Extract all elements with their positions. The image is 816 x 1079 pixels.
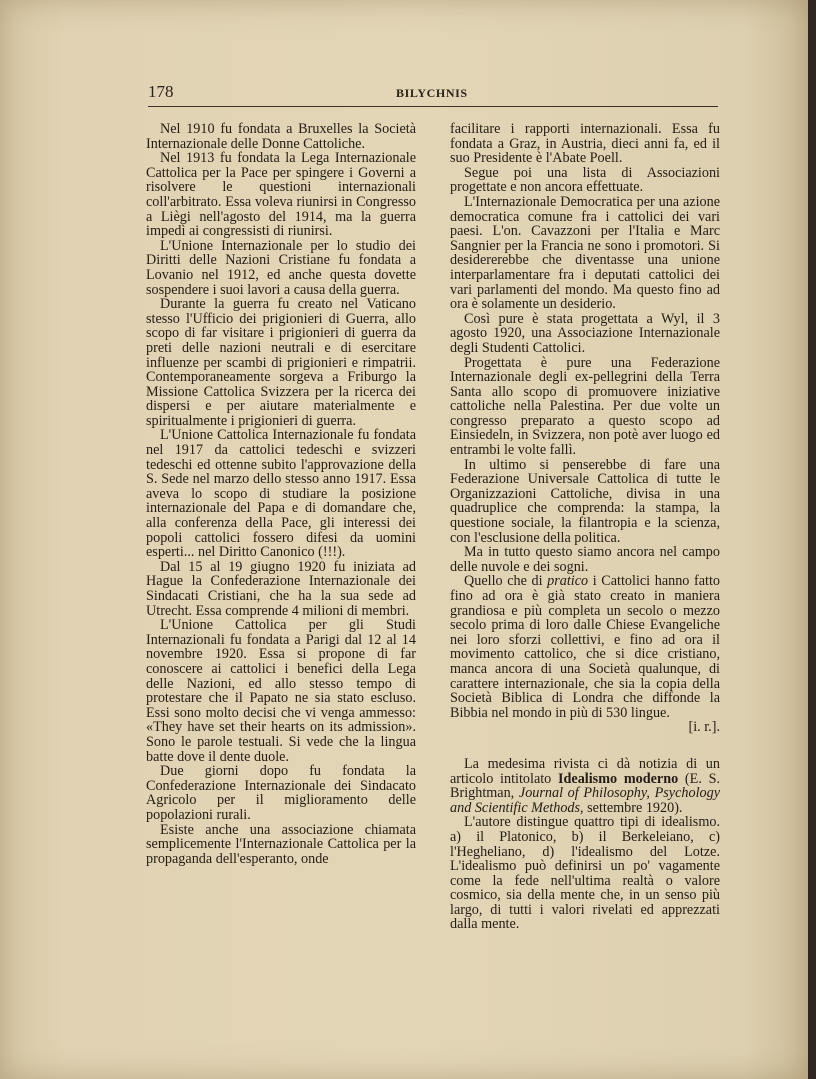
paragraph: Esiste anche una associazione chiamata semplicemente l'Internazionale Cattolica per la propaganda dell'esperanto, onde: [146, 821, 416, 867]
paragraph: Progettata è pure una Federazione Internazionale degli ex-pellegrini della Terra Santa allo scopo di promuovere iniziative cattoliche nella Palestina. Per due volte un congresso preparato a questo scopo ad Einsiedeln, in Svizzera, non potè aver luogo ed entrambi le volte fallì.: [450, 354, 720, 459]
paragraph: Nel 1910 fu fondata a Bruxelles la Società Internazionale delle Donne Cattoliche.: [146, 121, 416, 152]
running-title: BILYCHNIS: [396, 86, 468, 100]
page-edge: [808, 0, 816, 1079]
left-column: [146, 122, 416, 866]
text-run: (E. S. Brightman,: [450, 770, 721, 802]
text-run: , settembre 1920).: [580, 799, 683, 816]
page-header: [148, 82, 718, 107]
paragraph: In ultimo si penserebbe di fare una Federazione Universale Cattolica di tutte le Organizzazioni Cattoliche, divisa in una quadruplice che comprenda: la stampa, la questione sociale, la filantropia e la scienza, con l'esclusione della politica.: [450, 456, 720, 546]
text-run: La medesima rivista ci dà notizia di un articolo intitolato: [450, 755, 720, 787]
paragraph: L'autore distingue quattro tipi di idealismo. a) il Platonico, b) il Berkeleiano, c) l'Hegheliano, d) l'idealismo del Lotze. L'idealismo può definirsi un po' vagamente come la fede nell'ultima realtà o valore cosmico, sia della mente che, in un senso più largo, di tutti i valori rivelati ed apprezzati dalla mente.: [450, 814, 720, 933]
paragraph: L'Unione Cattolica Internazionale fu fondata nel 1917 da cattolici tedeschi e svizzeri tedeschi ed ottenne subito l'approvazione della S. Sede nel marzo dello stesso anno 1917. Essa aveva lo scopo di studiare la posizione internazionale del Papa e di domandare che, alla conferenza della Pace, gli interessi dei popoli cattolici fossero difesi da uomini esperti... nel Diritto Canonico (!!!).: [146, 427, 416, 561]
paragraph: Dal 15 al 19 giugno 1920 fu iniziata ad Hague la Confederazione Internazionale dei Sindacati Cristiani, che ha la sua sede ad Utrecht. Essa comprende 4 milioni di membri.: [146, 558, 416, 619]
paragraph: Due giorni dopo fu fondata la Confederazione Internazionale dei Sindacato Agricolo per il miglioramento delle popolazioni rurali.: [146, 763, 416, 823]
article-title: Idealismo moderno: [558, 770, 679, 787]
paragraph: Nel 1913 fu fondata la Lega Internazionale Cattolica per la Pace per spingere i Governi a risolvere le questioni internazionali coll'arbitrato. Essa voleva riunirsi in Congresso a Liègi nell'agosto del 1914, ma la guerra impedì ai congressisti di riunirsi.: [146, 150, 416, 240]
section-gap: [450, 735, 720, 757]
text-run: Quello che di: [464, 573, 548, 590]
paragraph: facilitare i rapporti internazionali. Essa fu fondata a Graz, in Austria, dieci anni fa, ed il suo Presidente è l'Abate Poell.: [450, 121, 720, 167]
paragraph: [450, 574, 720, 720]
paragraph: Segue poi una lista di Associazioni progettate e non ancora effettuate.: [450, 164, 720, 196]
italic-word: pratico: [547, 573, 589, 590]
paragraph: L'Unione Internazionale per lo studio dei Diritti delle Nazioni Cristiane fu fondata a Lovanio nel 1912, ed anche questa dovette sospendere i suoi lavori a causa della guerra.: [146, 237, 416, 298]
page-number: 178: [148, 82, 174, 101]
journal-title: Journal of Philosophy, Psychology and Scientific Methods: [450, 785, 721, 816]
paragraph: [450, 757, 720, 815]
paragraph: Durante la guerra fu creato nel Vaticano stesso l'Ufficio dei prigionieri di Guerra, allo scopo di far visitare i prigionieri di guerra da preti delle nazioni neutrali e di esercitare influenze per scambi di prigionieri e rimpatrii. Contemporaneamente sorgeva a Friburgo la Missione Cattolica Svizzera per la ricerca dei dispersi e per aiutare materialmente e spiritualmente i prigionieri di guerra.: [146, 296, 416, 429]
paragraph: Ma in tutto questo siamo ancora nel campo delle nuvole e dei sogni.: [450, 544, 720, 575]
right-column: [450, 122, 720, 932]
author-signature: [i. r.].: [688, 719, 720, 736]
paragraph: Così pure è stata progettata a Wyl, il 3 agosto 1920, una Associazione Internazionale degli Studenti Cattolici.: [450, 310, 720, 356]
paragraph: L'Internazionale Democratica per una azione democratica comune fra i cattolici dei vari paesi. L'on. Cavazzoni per l'Italia e Marc Sangnier per la Francia ne sono i promotori. Si desidererebbe che diventasse una unione interparlamentare fra i deputati cattolici dei vari parlamenti del mondo. Ma questo fino ad ora è solamente un desiderio.: [450, 193, 720, 313]
text-run: i Cattolici hanno fatto fino ad ora è già stato creato in maniera grandiosa e più completa un secolo o mezzo secolo prima di loro dalle Chiese Evangeliche nei loro sforzi collettivi, e fino ad ora il movimento cattolico, che si dice cristiano, manca ancora di una Società qualunque, di carattere internazionale, che sia la copia della Società Biblica di Londra che diffonde la Bibbia nel mondo in più di 530 lingue.: [450, 573, 720, 721]
paragraph: L'Unione Cattolica per gli Studi Internazionali fu fondata a Parigi dal 12 al 14 novembre 1920. Essa si propone di far conoscere ai cattolici i benefici della Lega delle Nazioni, ed allo stesso tempo di protestare che il Papato ne sia stato escluso. Essi sono molto decisi che vi venga ammesso: «They have set their hearts on its admission». Sono le parole testuali. Si vede che la lingua batte dove il dente duole.: [146, 617, 416, 765]
